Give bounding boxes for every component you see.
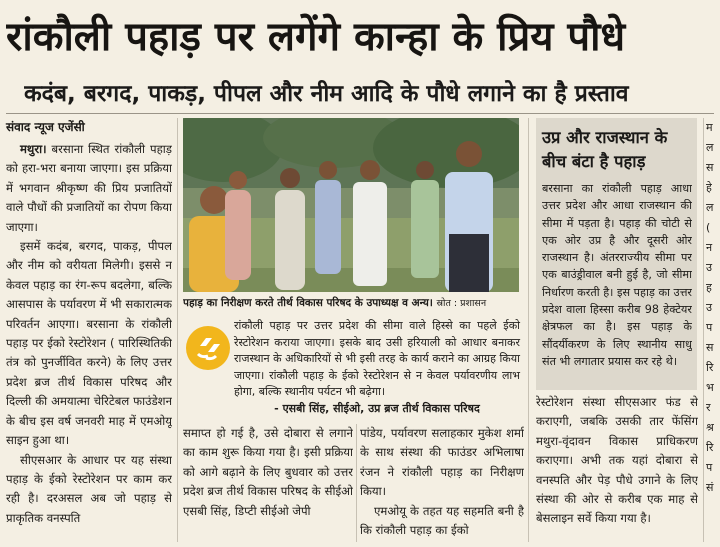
fragment: न — [706, 241, 713, 254]
column-divider — [703, 118, 704, 542]
column-divider — [177, 118, 178, 542]
caption-text: पहाड़ का निरीक्षण करते तीर्थ विकास परिषद के उपाध्यक्ष व अन्य। — [183, 297, 433, 309]
quote-text: रांकौली पहाड़ पर उत्तर प्रदेश की सीमा वाले हिस्से का पहले ईको रेस्टोरेशन कराया जाएगा। इसके बाद उसी हरियाली को आधार बनाकर राजस्थान के अधिकारियों से भी इसी तरह के कार्य कराने का आग्रह किया जाएगा। रांकौली पहाड़ के ईको रेस्टोरेशन से न केवल पर्यावरणीय लाभ होगा, बल्कि स्थानीय पर्यटन भी बढ़ेगा। — [234, 319, 520, 398]
fragment: प — [706, 461, 713, 474]
photo-source: स्रोत : प्रशासन — [436, 298, 487, 309]
article-column-2 — [183, 424, 353, 542]
fragment: रि — [706, 441, 714, 454]
sidebar-text: बरसाना का रांकौली पहाड़ आधा उत्तर प्रदेश और आधा राजस्थान की सीमा में पड़ता है। पहाड़ की चोटी से एक ओर उप्र है और दूसरी ओर राजस्थान है। अंतरराज्यीय सीमा पर एक बाउंड्रीवाल बनी हुई है, जो सीमा निर्धारण करती है। इस पहाड़ का उत्तर प्रदेश वाला हिस्सा करीब 98 हेक्टेयर क्षेत्रफल का है। इस पहाड़ के सौंदर्यीकरण के लिए स्थानीय साधु संत भी लगातार प्रयास कर रहे थे। — [542, 182, 692, 368]
news-photo — [183, 118, 519, 292]
fragment: स — [706, 161, 714, 174]
headline: रांकौली पहाड़ पर लगेंगे कान्हा के प्रिय पौधे — [6, 14, 626, 60]
fragment: म — [706, 121, 713, 134]
fragment: ( — [706, 221, 711, 234]
article-paragraph: समाप्त हो गई है, उसे दोबारा से लगाने का काम शुरू किया गया है। इसी प्रक्रिया को आगे बढ़ाने के लिए बुधवार को उत्तर प्रदेश ब्रज तीर्थ विकास परिषद के सीईओ एसबी सिंह, डिप्टी सीईओ जेपी — [183, 426, 353, 518]
article-column-3 — [360, 424, 524, 542]
fragment: श्र — [706, 421, 714, 434]
article-paragraph: सीएसआर के आधार पर यह संस्था पहाड़ के ईको रेस्टोरेशन पर काम कर रही है। दरअसल अब जो पहाड़ से प्राकृतिक वनस्पति — [6, 452, 172, 525]
fragment: रि — [706, 361, 714, 374]
article-paragraph: पांडेय, पर्यावरण सलाहकार मुकेश शर्मा के साथ संस्था की फाउंडर अभिलाषा रंजन ने रांकौली पहाड़ का निरीक्षण किया। — [360, 426, 524, 499]
fragment: स — [706, 341, 714, 354]
paragraph-text: बरसाना स्थित रांकौली पहाड़ को हरा-भरा बनाया जाएगा। इस प्रक्रिया में भगवान श्रीकृष्ण की प्रिय प्रजातियों वाले पौधों की प्रजातियों का रोपण किया जाएगा। — [6, 142, 172, 234]
fragment: हे — [706, 181, 712, 194]
article-column-1 — [6, 140, 172, 540]
fragment: प — [706, 321, 713, 334]
article-paragraph: रेस्टोरेशन संस्था सीएसआर फंड से कराएगी, जबकि उसकी तार फेंसिंग मथुरा-वृंदावन विकास प्राधिकरण कराएगा। अभी तक यहां दोबारा से वनस्पति और पेड़ पौधे उगाने के लिए संस्था की ओर से करीब एक माह से बेसलाइन सर्वे किया गया है। — [536, 395, 698, 526]
article-column-4 — [536, 393, 698, 541]
quote-attribution: - एसबी सिंह, सीईओ, उप्र ब्रज तीर्थ विकास परिषद — [274, 401, 480, 415]
fragment: ल — [706, 141, 714, 154]
headline-rule — [6, 113, 714, 114]
quote-icon — [186, 326, 230, 370]
fragment: उ — [706, 301, 713, 314]
fragment: सं — [706, 481, 714, 494]
fragment: ल — [706, 201, 714, 214]
article-paragraph: इसमें कदंब, बरगद, पाकड़, पीपल और नीम को वरीयता मिलेगी। इससे न केवल पहाड़ का रंग-रूप बदलेगा, बल्कि आसपास के पर्यावरण में भी सकारात्मक परिवर्तन आएगा। बरसाना के रांकौली पहाड़ पर ईको रेस्टोरेशन ( पारिस्थितिकी तंत्र को पुनर्जीवित करने) के लिए उत्तर प्रदेश ब्रज तीर्थ विकास परिषद और दिल्ली की अमयात्मा चेरिटेबल फाउंडेशन के बीच इस वर्ष जनवरी माह में एमओयू साइन हुआ था। — [6, 239, 172, 448]
article-paragraph — [6, 140, 172, 237]
fragment: ह — [706, 281, 712, 294]
pull-quote — [234, 318, 520, 414]
dateline: मथुरा। — [20, 142, 47, 156]
inspection-photo-illustration — [183, 118, 519, 292]
adjacent-column-fragment — [706, 118, 720, 547]
column-divider — [528, 118, 529, 542]
sidebar-title: उप्र और राजस्थान के बीच बंटा है पहाड़ — [542, 128, 668, 171]
article-paragraph: एमओयू के तहत यह सहमति बनी है कि रांकौली पहाड़ का ईको — [360, 503, 524, 538]
fragment: भ — [706, 381, 714, 394]
photo-caption — [183, 295, 519, 311]
column-divider — [356, 424, 357, 542]
byline: संवाद न्यूज एजेंसी — [6, 120, 85, 134]
subheadline: कदंब, बरगद, पाकड़, पीपल और नीम आदि के पौधे लगाने का है प्रस्ताव — [24, 81, 629, 107]
fragment: उ — [706, 261, 713, 274]
fragment: र — [706, 401, 711, 414]
